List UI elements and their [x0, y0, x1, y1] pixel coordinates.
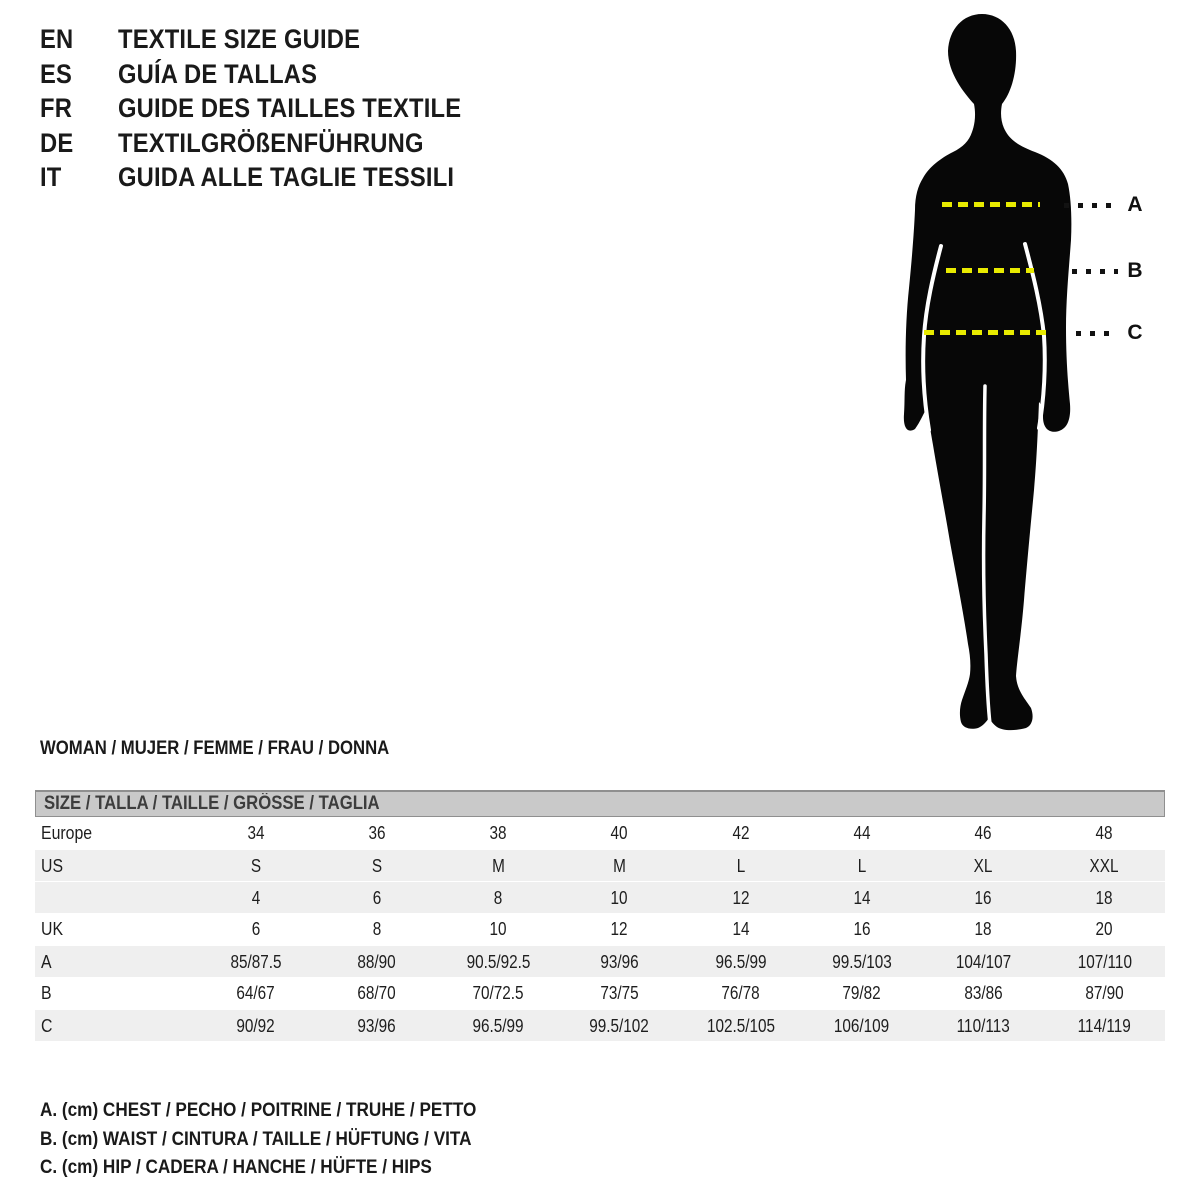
table-cell: 38 [489, 823, 507, 843]
table-cell: 18 [974, 919, 992, 939]
row-cells [195, 850, 1165, 881]
table-header-bar: SIZE / TALLA / TAILLE / GRÖSSE / TAGLIA [35, 790, 1165, 817]
table-cell: 8 [372, 919, 382, 939]
hip-marker-label: C [1127, 321, 1143, 344]
table-row [35, 881, 1165, 913]
table-cell: 106/109 [834, 1016, 890, 1036]
section-title-woman: WOMAN / MUJER / FEMME / FRAU / DONNA [40, 738, 390, 759]
language-code: ES [40, 58, 73, 89]
legend-line: A. (cm) CHEST / PECHO / POITRINE / TRUHE / PETTO [40, 1099, 477, 1121]
table-cell: 16 [974, 888, 992, 908]
table-cell: 36 [368, 823, 386, 843]
table-cell: 64/67 [236, 983, 275, 1003]
table-cell: S [250, 856, 261, 876]
table-cell: 20 [1095, 919, 1113, 939]
table-cell: 85/87.5 [230, 952, 282, 972]
table-cell: 93/96 [357, 1016, 397, 1036]
table-cell: 110/113 [956, 1016, 1010, 1036]
size-table [35, 790, 1165, 1041]
table-row [35, 945, 1165, 977]
table-cell: 6 [251, 919, 260, 939]
table-cell: 8 [493, 888, 503, 908]
table-cell: 42 [732, 823, 750, 843]
table-cell: 99.5/102 [589, 1016, 650, 1036]
table-cell: 12 [732, 888, 750, 908]
row-cells [195, 977, 1165, 1009]
table-cell: 34 [247, 823, 265, 843]
row-cells [195, 817, 1165, 849]
table-cell: M [613, 856, 626, 876]
table-cell: 6 [372, 888, 382, 908]
row-label: US [41, 856, 64, 876]
table-cell: 44 [853, 823, 871, 843]
table-row [35, 817, 1165, 849]
row-label [35, 882, 195, 913]
table-cell: 18 [1095, 888, 1113, 908]
legend-line: C. (cm) HIP / CADERA / HANCHE / HÜFTE / HIPS [40, 1156, 432, 1178]
chest-extension-dots [1064, 203, 1118, 208]
row-cells [195, 1010, 1165, 1041]
table-cell: L [857, 856, 867, 876]
table-cell: 76/78 [721, 983, 760, 1003]
legend-line: B. (cm) WAIST / CINTURA / TAILLE / HÜFTUNG / VITA [40, 1127, 472, 1150]
table-cell: 68/70 [357, 983, 397, 1003]
table-row [35, 977, 1165, 1009]
table-cell: 48 [1095, 823, 1113, 843]
table-cell: 96.5/99 [472, 1016, 524, 1036]
table-cell: 104/107 [955, 952, 1011, 972]
table-cell: XL [973, 856, 993, 876]
table-row [35, 1009, 1165, 1041]
table-cell: 88/90 [357, 952, 397, 972]
guide-title: TEXTILGRÖßENFÜHRUNG [118, 127, 424, 158]
table-cell: 70/72.5 [472, 983, 524, 1003]
table-cell: 87/90 [1085, 983, 1124, 1003]
table-cell: 107/110 [1077, 952, 1132, 972]
table-cell: 46 [974, 823, 992, 843]
table-cell: 40 [610, 823, 628, 843]
table-cell: 10 [489, 919, 507, 939]
hip-measure-dash-line [924, 330, 1050, 335]
table-row [35, 913, 1165, 945]
row-label: UK [41, 919, 64, 939]
table-cell: S [371, 856, 382, 876]
table-cell: 79/82 [842, 983, 882, 1003]
chest-measure-dash-line [942, 202, 1040, 207]
measurement-legend [40, 1096, 536, 1182]
row-cells [195, 946, 1165, 977]
table-cell: 10 [610, 888, 628, 908]
table-cell: 12 [610, 919, 628, 939]
row-cells [195, 913, 1165, 945]
waist-marker-label: B [1127, 259, 1143, 282]
table-cell: XXL [1089, 856, 1119, 876]
table-cell: 114/119 [1077, 1016, 1131, 1036]
language-code: IT [40, 162, 62, 192]
row-label: B [41, 983, 52, 1003]
table-cell: 83/86 [963, 983, 1003, 1003]
language-code: FR [40, 93, 73, 123]
row-label: Europe [41, 823, 93, 843]
guide-title: GUIDE DES TAILLES TEXTILE [118, 93, 462, 123]
table-cell: 16 [853, 919, 871, 939]
waist-measure-dash-line [946, 268, 1034, 273]
table-cell: 90.5/92.5 [466, 952, 531, 972]
table-cell: 102.5/105 [706, 1016, 775, 1036]
row-label: A [41, 952, 52, 972]
chest-marker-label: A [1127, 193, 1143, 216]
table-cell: M [491, 856, 505, 876]
row-cells [195, 882, 1165, 913]
table-cell: 96.5/99 [715, 952, 767, 972]
table-cell: 14 [853, 888, 871, 908]
guide-title: GUÍA DE TALLAS [118, 58, 318, 89]
table-cell: 93/96 [600, 952, 639, 972]
woman-silhouette-figure [860, 0, 1120, 744]
table-cell: 4 [251, 888, 260, 908]
language-code: EN [40, 24, 74, 54]
table-cell: 90/92 [236, 1016, 275, 1036]
hip-extension-dots [1076, 331, 1118, 336]
table-cell: 73/75 [600, 983, 639, 1003]
guide-title: GUIDA ALLE TAGLIE TESSILI [118, 162, 455, 192]
table-cell: 99.5/103 [832, 952, 892, 972]
language-code: DE [40, 127, 74, 158]
table-cell: 14 [732, 919, 750, 939]
waist-extension-dots [1072, 269, 1118, 274]
table-row [35, 849, 1165, 881]
row-label: C [41, 1016, 53, 1036]
guide-title: TEXTILE SIZE GUIDE [118, 24, 361, 54]
table-cell: L [736, 856, 745, 876]
